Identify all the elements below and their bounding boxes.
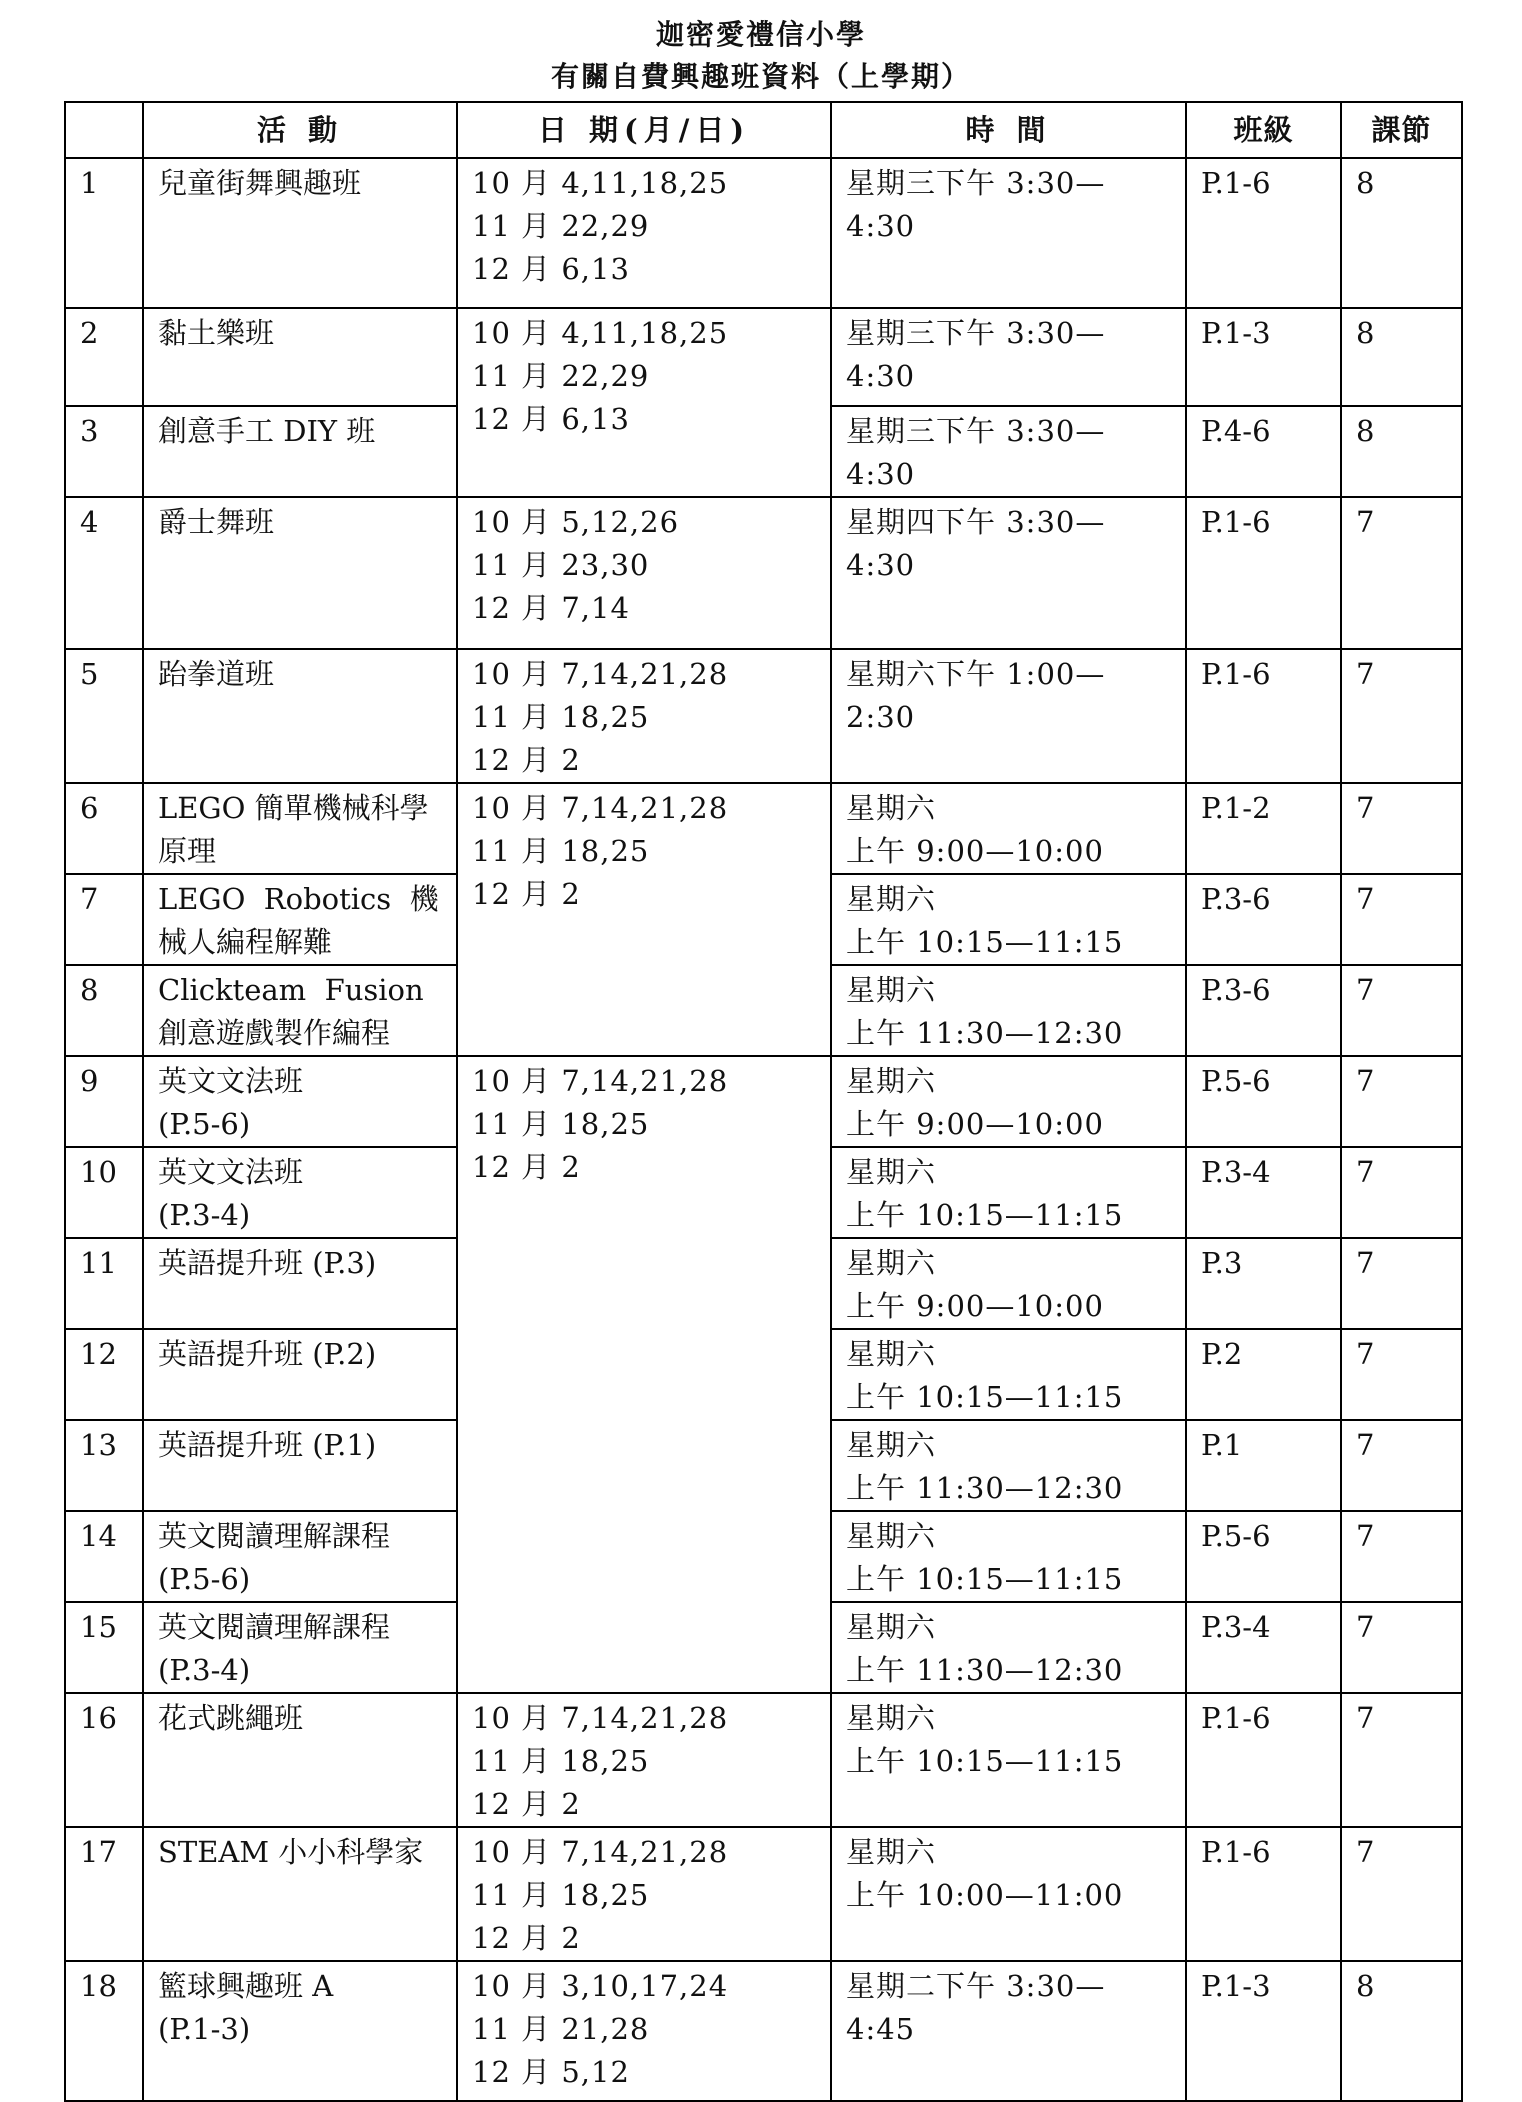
activity-name: 英語提升班 (P.3) <box>143 1238 457 1329</box>
class-level: P.5-6 <box>1186 1056 1341 1147</box>
date-list: 10 月 7,14,21,28 11 月 18,25 12 月 2 <box>457 783 831 1056</box>
row-number: 16 <box>65 1693 143 1827</box>
row-number: 11 <box>65 1238 143 1329</box>
class-level: P.3 <box>1186 1238 1341 1329</box>
class-level: P.1 <box>1186 1420 1341 1511</box>
activity-name: LEGO Robotics 機 械人編程解難 <box>143 874 457 965</box>
row-number: 7 <box>65 874 143 965</box>
header-index <box>65 102 143 158</box>
date-list: 10 月 7,14,21,28 11 月 18,25 12 月 2 <box>457 1056 831 1693</box>
table-row <box>65 649 1462 783</box>
activity-name: 英文文法班 (P.3-4) <box>143 1147 457 1238</box>
class-level: P.3-6 <box>1186 874 1341 965</box>
class-level: P.1-6 <box>1186 1693 1341 1827</box>
row-number: 15 <box>65 1602 143 1693</box>
school-name: 迦密愛禮信小學 <box>655 18 866 51</box>
header-date: 日 期(月/日) <box>457 102 831 158</box>
row-number: 1 <box>65 158 143 308</box>
time-slot: 星期六 上午 10:15—11:15 <box>831 874 1186 965</box>
lesson-count: 8 <box>1341 158 1462 308</box>
header-activity: 活 動 <box>143 102 457 158</box>
lesson-count: 7 <box>1341 1329 1462 1420</box>
lesson-count: 7 <box>1341 1147 1462 1238</box>
activity-name: Clickteam Fusion 創意遊戲製作編程 <box>143 965 457 1056</box>
date-list: 10 月 5,12,26 11 月 23,30 12 月 7,14 <box>457 497 831 649</box>
time-slot: 星期六 上午 9:00—10:00 <box>831 783 1186 874</box>
date-list: 10 月 4,11,18,25 11 月 22,29 12 月 6,13 <box>457 308 831 497</box>
row-number: 12 <box>65 1329 143 1420</box>
lesson-count: 7 <box>1341 874 1462 965</box>
table-row <box>65 497 1462 649</box>
lesson-count: 7 <box>1341 783 1462 874</box>
table-row <box>65 783 1462 874</box>
row-number: 3 <box>65 406 143 497</box>
date-list: 10 月 4,11,18,25 11 月 22,29 12 月 6,13 <box>457 158 831 308</box>
row-number: 17 <box>65 1827 143 1961</box>
table-row <box>65 158 1462 308</box>
time-slot: 星期三下午 3:30— 4:30 <box>831 308 1186 406</box>
header-lessons: 課節 <box>1341 102 1462 158</box>
time-slot: 星期六下午 1:00— 2:30 <box>831 649 1186 783</box>
lesson-count: 7 <box>1341 1602 1462 1693</box>
table-row <box>65 1961 1462 2101</box>
class-level: P.1-6 <box>1186 497 1341 649</box>
header-level: 班級 <box>1186 102 1341 158</box>
activity-name: LEGO 簡單機械科學 原理 <box>143 783 457 874</box>
activity-name: 創意手工 DIY 班 <box>143 406 457 497</box>
row-number: 8 <box>65 965 143 1056</box>
activity-name: 爵士舞班 <box>143 497 457 649</box>
row-number: 6 <box>65 783 143 874</box>
date-list: 10 月 3,10,17,24 11 月 21,28 12 月 5,12 <box>457 1961 831 2101</box>
time-slot: 星期六 上午 9:00—10:00 <box>831 1238 1186 1329</box>
activity-name: 跆拳道班 <box>143 649 457 783</box>
activity-name: 英語提升班 (P.1) <box>143 1420 457 1511</box>
class-level: P.3-4 <box>1186 1147 1341 1238</box>
activity-name: 英文閱讀理解課程 (P.3-4) <box>143 1602 457 1693</box>
activity-name: STEAM 小小科學家 <box>143 1827 457 1961</box>
time-slot: 星期六 上午 10:15—11:15 <box>831 1147 1186 1238</box>
time-slot: 星期三下午 3:30— 4:30 <box>831 158 1186 308</box>
activity-name: 黏土樂班 <box>143 308 457 406</box>
row-number: 9 <box>65 1056 143 1147</box>
activity-name: 籃球興趣班 A (P.1-3) <box>143 1961 457 2101</box>
lesson-count: 7 <box>1341 1056 1462 1147</box>
date-list: 10 月 7,14,21,28 11 月 18,25 12 月 2 <box>457 1693 831 1827</box>
class-level: P.1-3 <box>1186 308 1341 406</box>
header-time: 時 間 <box>831 102 1186 158</box>
activity-name: 英文閱讀理解課程 (P.5-6) <box>143 1511 457 1602</box>
date-list: 10 月 7,14,21,28 11 月 18,25 12 月 2 <box>457 649 831 783</box>
table-row <box>65 1693 1462 1827</box>
class-level: P.3-6 <box>1186 965 1341 1056</box>
row-number: 14 <box>65 1511 143 1602</box>
lesson-count: 8 <box>1341 1961 1462 2101</box>
activity-name: 英文文法班 (P.5-6) <box>143 1056 457 1147</box>
time-slot: 星期六 上午 11:30—12:30 <box>831 965 1186 1056</box>
lesson-count: 7 <box>1341 1693 1462 1827</box>
table-header-row <box>65 102 1462 158</box>
lesson-count: 7 <box>1341 1827 1462 1961</box>
lesson-count: 7 <box>1341 1420 1462 1511</box>
row-number: 18 <box>65 1961 143 2101</box>
row-number: 2 <box>65 308 143 406</box>
interest-class-table <box>64 101 1463 2102</box>
row-number: 5 <box>65 649 143 783</box>
class-level: P.4-6 <box>1186 406 1341 497</box>
lesson-count: 7 <box>1341 1238 1462 1329</box>
activity-name: 花式跳繩班 <box>143 1693 457 1827</box>
activity-name: 英語提升班 (P.2) <box>143 1329 457 1420</box>
time-slot: 星期四下午 3:30— 4:30 <box>831 497 1186 649</box>
table-row <box>65 1056 1462 1147</box>
table-row <box>65 308 1462 406</box>
time-slot: 星期六 上午 10:15—11:15 <box>831 1693 1186 1827</box>
row-number: 13 <box>65 1420 143 1511</box>
class-level: P.1-6 <box>1186 1827 1341 1961</box>
table-row <box>65 1827 1462 1961</box>
time-slot: 星期六 上午 10:15—11:15 <box>831 1511 1186 1602</box>
date-list: 10 月 7,14,21,28 11 月 18,25 12 月 2 <box>457 1827 831 1961</box>
time-slot: 星期三下午 3:30— 4:30 <box>831 406 1186 497</box>
row-number: 4 <box>65 497 143 649</box>
lesson-count: 7 <box>1341 649 1462 783</box>
class-level: P.5-6 <box>1186 1511 1341 1602</box>
class-level: P.1-3 <box>1186 1961 1341 2101</box>
lesson-count: 8 <box>1341 308 1462 406</box>
time-slot: 星期六 上午 11:30—12:30 <box>831 1602 1186 1693</box>
class-level: P.2 <box>1186 1329 1341 1420</box>
lesson-count: 8 <box>1341 406 1462 497</box>
time-slot: 星期二下午 3:30— 4:45 <box>831 1961 1186 2101</box>
document-subtitle: 有關自費興趣班資料（上學期） <box>550 60 971 93</box>
lesson-count: 7 <box>1341 1511 1462 1602</box>
row-number: 10 <box>65 1147 143 1238</box>
time-slot: 星期六 上午 11:30—12:30 <box>831 1420 1186 1511</box>
class-level: P.1-6 <box>1186 158 1341 308</box>
time-slot: 星期六 上午 10:15—11:15 <box>831 1329 1186 1420</box>
lesson-count: 7 <box>1341 497 1462 649</box>
lesson-count: 7 <box>1341 965 1462 1056</box>
class-level: P.1-2 <box>1186 783 1341 874</box>
time-slot: 星期六 上午 10:00—11:00 <box>831 1827 1186 1961</box>
class-level: P.1-6 <box>1186 649 1341 783</box>
time-slot: 星期六 上午 9:00—10:00 <box>831 1056 1186 1147</box>
document-header <box>0 14 1522 98</box>
activity-name: 兒童街舞興趣班 <box>143 158 457 308</box>
class-level: P.3-4 <box>1186 1602 1341 1693</box>
